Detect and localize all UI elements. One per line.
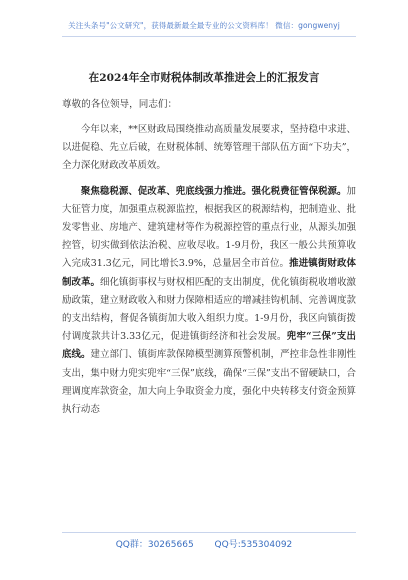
paragraph-2-text-2: 细化镇街事权与财权相匹配的支出制度，优化镇街税收增收激励政策，建立财政收入和财力保障相适应的增减挂钩机制、完善调度款的支出结构，督促各镇街加大收入组织力度。1-9月份，我区向镇街拨付调度款共计3.33亿元，促进镇街经济和社会发展。	[62, 276, 356, 343]
heading-tax-revenue: 聚焦稳税源、促改革、兜底线强力推进。强化税费征管保税源。	[80, 185, 347, 197]
paragraph-1	[62, 121, 356, 176]
paragraph-2-text-1: 加大征管力度，加强重点税源监控，根据我区的税源结构，把制造业、批发零售业、房地产、建筑建材等作为税源控管的重点行业，从源头加强控管，切实做到依法治税、应收尽收。1-9月份，我区一般公共预算收入完成31.3亿元，同比增长3.9%，总量居全市首位。	[62, 185, 356, 270]
paragraph-1-text: 今年以来，**区财政局围绕推动高质量发展要求，坚持稳中求进、以进促稳、先立后破，在财税体制、统筹管理干部队伍方面“下功夫”，全力深化财政改革质效。	[62, 124, 356, 172]
heading-town-reform: 推进镇街财政体制改革。	[62, 258, 356, 288]
footer-qq-number: QQ号:535304092	[214, 540, 293, 550]
header-banner: 关注头条号"公文研究"，获得最新最全最专业的公文资料库！ 微信：gongwenyj	[68, 21, 340, 30]
header-divider	[62, 36, 356, 37]
heading-three-guarantees: 兜牢“三保”支出底线。	[62, 331, 356, 361]
salutation: 尊敬的各位领导，同志们：	[62, 99, 178, 110]
document-title: 在2024年全市财税体制改革推进会上的汇报发言	[88, 72, 320, 84]
footer-qq-group: QQ群：30265665	[115, 540, 194, 550]
paragraph-2	[62, 183, 356, 420]
footer-divider	[62, 532, 356, 533]
document-body	[62, 121, 356, 426]
footer-contact	[0, 537, 408, 550]
paragraph-2-text-3: 建立部门、镇街库款保障模型测算预警机制，严控非急性非刚性支出，集中财力兜实兜牢“三保”底线，确保“三保”支出不留硬缺口，合理调度库款资金，加大向上争取资金力度，强化中央转移支付资金预算执行动态	[62, 349, 356, 416]
